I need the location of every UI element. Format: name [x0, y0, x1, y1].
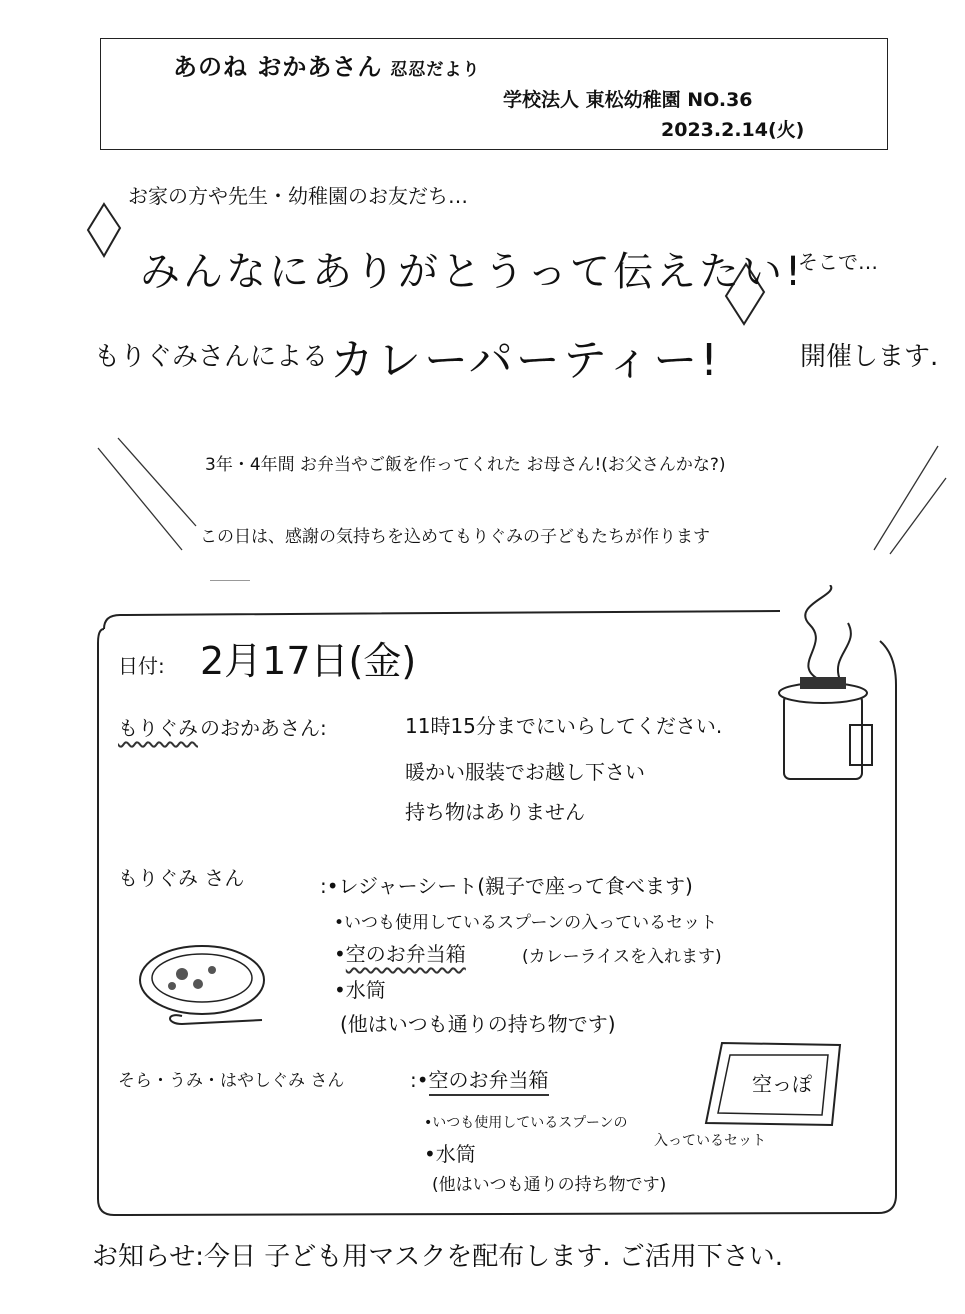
party-title: カレーパーティー!	[330, 335, 721, 386]
mori-item-1: :•レジャーシート(親子で座って食べます)	[320, 874, 693, 898]
others-item-2-cont: 入っているセット	[654, 1133, 766, 1149]
right-strokes	[860, 440, 950, 560]
date-label: 日付:	[118, 654, 165, 678]
header-box	[100, 38, 888, 150]
curry-plate-icon	[136, 940, 276, 1035]
others-label: そら・うみ・はやしぐみ さん	[118, 1071, 345, 1091]
school-name: 学校法人 東松幼稚園 NO.36	[503, 89, 753, 111]
mori-mother-item-1: 11時15分までにいらしてください.	[405, 714, 723, 738]
issue-date: 2023.2.14(火)	[661, 119, 805, 141]
bento-empty-label: 空っぽ	[752, 1072, 812, 1096]
mori-item-2: •いつも使用しているスプーンの入っているセット	[334, 913, 718, 933]
others-item-4: (他はいつも通りの持ち物です)	[432, 1175, 667, 1195]
mori-item-5: (他はいつも通りの持ち物です)	[340, 1012, 616, 1036]
divider	[210, 580, 250, 581]
mori-label: もりぐみ さん	[118, 866, 245, 890]
sparkle-icon	[84, 202, 124, 258]
mori-item-4: •水筒	[334, 978, 386, 1002]
message-line-1: 3年・4年間 お弁当やご飯を作ってくれた お母さん!(お父さんかな?)	[205, 455, 726, 475]
intro-line-3-pre: もりぐみさんによる	[94, 342, 329, 372]
pot-icon	[770, 585, 890, 785]
others-item-1: :•空のお弁当箱	[410, 1064, 549, 1093]
newsletter-title: あのね おかあさん 忍忍だより	[173, 53, 481, 81]
event-date: 2月17日(金)	[200, 639, 417, 683]
mori-mother-item-2: 暖かい服装でお越し下さい	[405, 760, 645, 784]
message-line-2: この日は、感謝の気持ちを込めてもりぐみの子どもたちが作ります	[200, 527, 710, 547]
mori-mother-label: もりぐみ	[118, 716, 198, 740]
left-strokes	[90, 430, 200, 560]
others-item-2: •いつも使用しているスプーンの	[424, 1115, 628, 1131]
intro-line-1: お家の方や先生・幼稚園のお友だち…	[128, 184, 468, 208]
mori-mother-suffix: のおかあさん:	[200, 716, 327, 740]
mori-item-3-note: (カレーライスを入れます)	[522, 947, 722, 967]
intro-line-2-tail: そこで…	[798, 250, 878, 274]
mori-item-3: •空のお弁当箱	[334, 942, 466, 966]
notice: お知らせ:今日 子ども用マスクを配布します. ご活用下さい.	[92, 1242, 784, 1272]
newsletter-subtitle: 忍忍だより	[390, 60, 481, 80]
others-item-3: •水筒	[424, 1142, 476, 1166]
intro-line-2: みんなにありがとうって伝えたい!	[140, 249, 805, 295]
intro-line-3-post: 開催します.	[800, 342, 939, 372]
mori-mother-item-3: 持ち物はありません	[405, 800, 585, 824]
